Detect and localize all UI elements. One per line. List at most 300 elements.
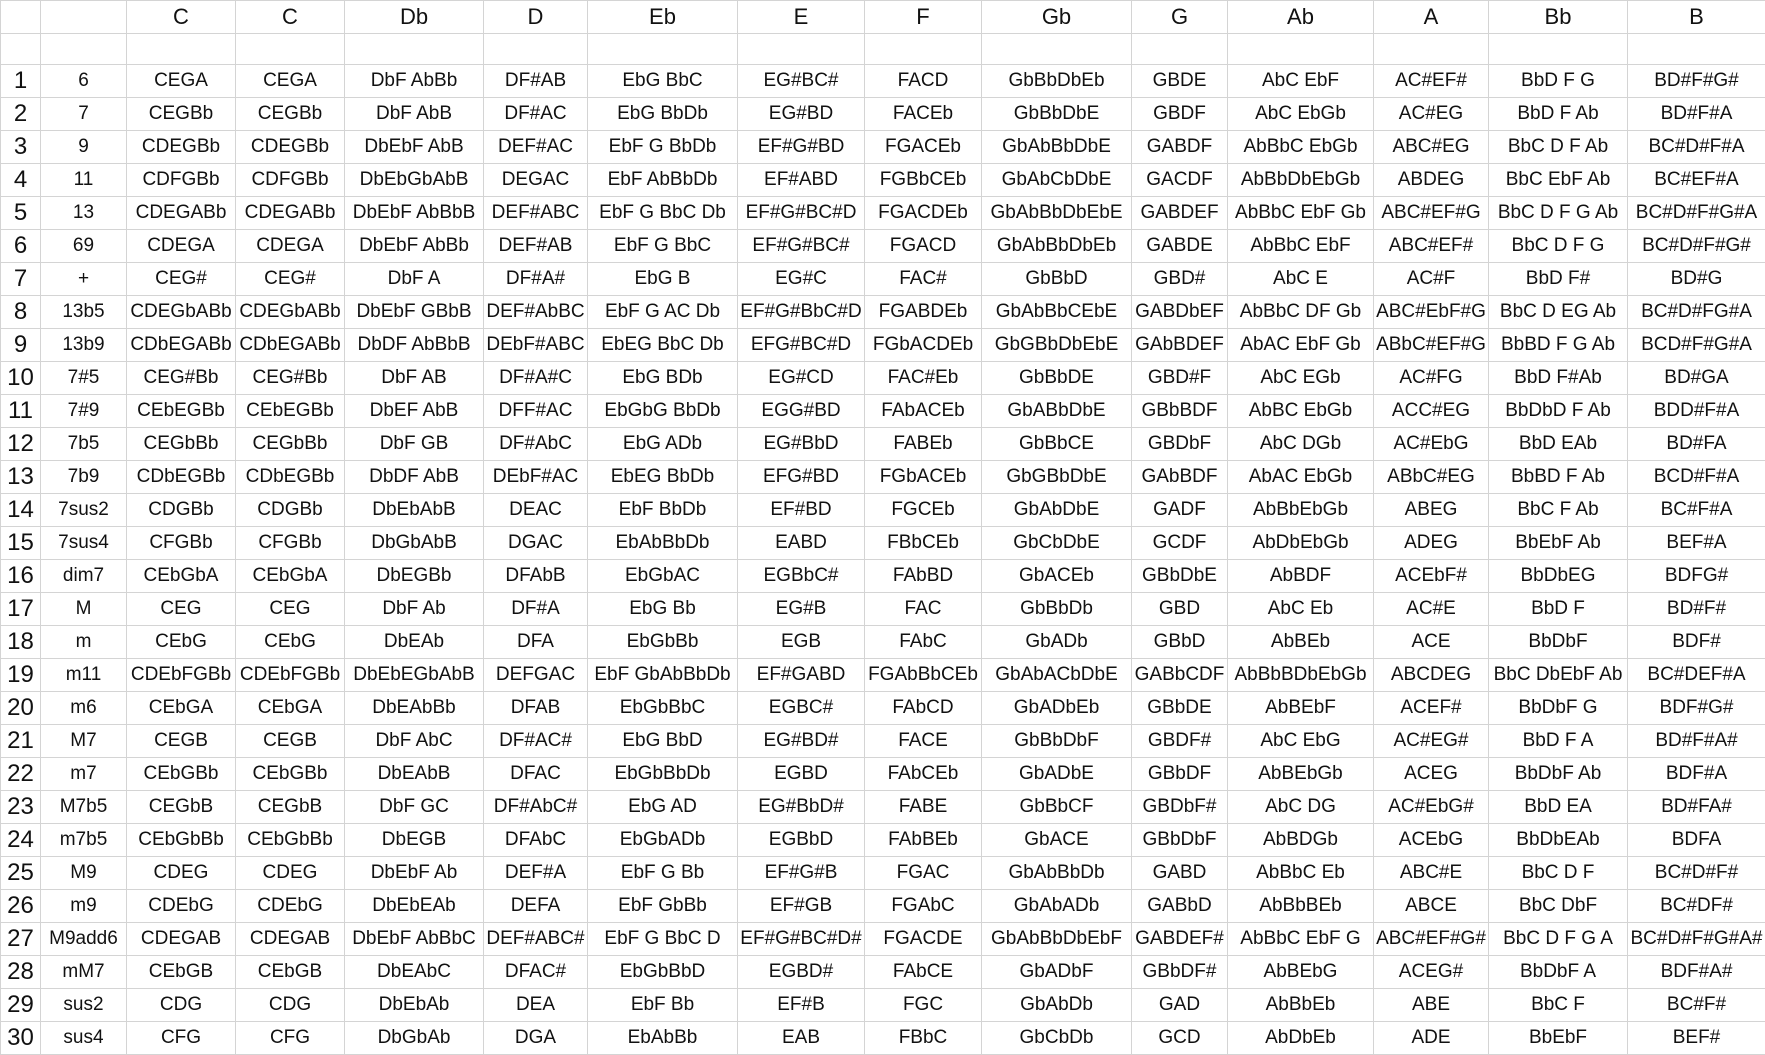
- chord-notes-cell[interactable]: FGACD: [865, 230, 982, 263]
- chord-notes-cell[interactable]: DFA: [484, 626, 588, 659]
- chord-notes-cell[interactable]: AbC EbF: [1228, 65, 1374, 98]
- chord-notes-cell[interactable]: DbF A: [345, 263, 484, 296]
- chord-notes-cell[interactable]: CEGbB: [127, 791, 236, 824]
- chord-notes-cell[interactable]: BbD EA: [1489, 791, 1628, 824]
- chord-notes-cell[interactable]: FAbBEb: [865, 824, 982, 857]
- chord-notes-cell[interactable]: GBbDE: [1132, 692, 1228, 725]
- chord-notes-cell[interactable]: EbF G AC Db: [588, 296, 738, 329]
- chord-notes-cell[interactable]: ABbC#EF#G: [1374, 329, 1489, 362]
- chord-notes-cell[interactable]: FGCEb: [865, 494, 982, 527]
- chord-notes-cell[interactable]: GBD#: [1132, 263, 1228, 296]
- chord-notes-cell[interactable]: AbC Eb: [1228, 593, 1374, 626]
- chord-notes-cell[interactable]: BD#F#: [1628, 593, 1765, 626]
- chord-notes-cell[interactable]: ABC#EF#G#: [1374, 923, 1489, 956]
- chord-notes-cell[interactable]: GbABbDbE: [982, 395, 1132, 428]
- chord-notes-cell[interactable]: GbAbBbDbEb: [982, 230, 1132, 263]
- chord-notes-cell[interactable]: EAB: [738, 1022, 865, 1055]
- chord-notes-cell[interactable]: GbBbDbF: [982, 725, 1132, 758]
- chord-notes-cell[interactable]: BDFG#: [1628, 560, 1765, 593]
- chord-notes-cell[interactable]: EFG#BC#D: [738, 329, 865, 362]
- chord-notes-cell[interactable]: ABCDEG: [1374, 659, 1489, 692]
- row-number-cell[interactable]: 3: [1, 131, 41, 164]
- chord-notes-cell[interactable]: GABDEF#: [1132, 923, 1228, 956]
- column-header-cell[interactable]: Ab: [1228, 1, 1374, 34]
- chord-notes-cell[interactable]: DbDF AbBbB: [345, 329, 484, 362]
- chord-notes-cell[interactable]: EG#BD: [738, 98, 865, 131]
- chord-notes-cell[interactable]: EbG ADb: [588, 428, 738, 461]
- chord-notes-cell[interactable]: GbAbACbDbE: [982, 659, 1132, 692]
- chord-notes-cell[interactable]: AbBbC DF Gb: [1228, 296, 1374, 329]
- empty-cell[interactable]: [1228, 34, 1374, 65]
- chord-notes-cell[interactable]: ACEG#: [1374, 956, 1489, 989]
- chord-notes-cell[interactable]: GABDEF: [1132, 197, 1228, 230]
- chord-notes-cell[interactable]: DbEGBb: [345, 560, 484, 593]
- chord-notes-cell[interactable]: ABCE: [1374, 890, 1489, 923]
- row-number-cell[interactable]: 9: [1, 329, 41, 362]
- chord-notes-cell[interactable]: FABE: [865, 791, 982, 824]
- chord-notes-cell[interactable]: CDbEGABb: [236, 329, 345, 362]
- chord-notes-cell[interactable]: BCD#F#A: [1628, 461, 1765, 494]
- row-number-cell[interactable]: 17: [1, 593, 41, 626]
- chord-notes-cell[interactable]: CEbGA: [127, 692, 236, 725]
- row-number-cell[interactable]: 8: [1, 296, 41, 329]
- chord-notes-cell[interactable]: GbGBbDbE: [982, 461, 1132, 494]
- chord-notes-cell[interactable]: CFGBb: [127, 527, 236, 560]
- chord-notes-cell[interactable]: AbC EbGb: [1228, 98, 1374, 131]
- chord-notes-cell[interactable]: EbGbBb: [588, 626, 738, 659]
- chord-notes-cell[interactable]: AbBbC EbGb: [1228, 131, 1374, 164]
- chord-notes-cell[interactable]: ABEG: [1374, 494, 1489, 527]
- empty-cell[interactable]: [1, 34, 41, 65]
- chord-notes-cell[interactable]: BbD F#Ab: [1489, 362, 1628, 395]
- chord-notes-cell[interactable]: BbEbF: [1489, 1022, 1628, 1055]
- empty-cell[interactable]: [738, 34, 865, 65]
- chord-notes-cell[interactable]: CEbGbA: [236, 560, 345, 593]
- chord-type-cell[interactable]: 13b5: [41, 296, 127, 329]
- chord-notes-cell[interactable]: CDG: [236, 989, 345, 1022]
- chord-notes-cell[interactable]: ABC#E: [1374, 857, 1489, 890]
- chord-notes-cell[interactable]: DF#AbC: [484, 428, 588, 461]
- row-number-cell[interactable]: 5: [1, 197, 41, 230]
- chord-notes-cell[interactable]: CDEGA: [236, 230, 345, 263]
- chord-notes-cell[interactable]: DGAC: [484, 527, 588, 560]
- chord-notes-cell[interactable]: BDF#G#: [1628, 692, 1765, 725]
- chord-notes-cell[interactable]: CDEG: [127, 857, 236, 890]
- column-header-cell[interactable]: Gb: [982, 1, 1132, 34]
- row-number-cell[interactable]: 7: [1, 263, 41, 296]
- chord-notes-cell[interactable]: BC#F#: [1628, 989, 1765, 1022]
- chord-notes-cell[interactable]: AbC DGb: [1228, 428, 1374, 461]
- chord-notes-cell[interactable]: CDG: [127, 989, 236, 1022]
- chord-notes-cell[interactable]: DF#AB: [484, 65, 588, 98]
- chord-notes-cell[interactable]: EbEG BbDb: [588, 461, 738, 494]
- chord-notes-cell[interactable]: CDbEGABb: [127, 329, 236, 362]
- chord-notes-cell[interactable]: GBbDbF: [1132, 824, 1228, 857]
- chord-notes-cell[interactable]: FGBbCEb: [865, 164, 982, 197]
- chord-notes-cell[interactable]: ABDEG: [1374, 164, 1489, 197]
- chord-notes-cell[interactable]: CEG#Bb: [236, 362, 345, 395]
- chord-notes-cell[interactable]: EbG AD: [588, 791, 738, 824]
- chord-notes-cell[interactable]: FAC: [865, 593, 982, 626]
- chord-notes-cell[interactable]: DFAbC: [484, 824, 588, 857]
- chord-notes-cell[interactable]: FGACEb: [865, 131, 982, 164]
- chord-notes-cell[interactable]: AbBEb: [1228, 626, 1374, 659]
- chord-type-cell[interactable]: 13: [41, 197, 127, 230]
- chord-notes-cell[interactable]: EF#G#BC#D#: [738, 923, 865, 956]
- chord-notes-cell[interactable]: BD#GA: [1628, 362, 1765, 395]
- chord-notes-cell[interactable]: GBDbF#: [1132, 791, 1228, 824]
- chord-notes-cell[interactable]: BbC D F Ab: [1489, 131, 1628, 164]
- chord-notes-cell[interactable]: CFGBb: [236, 527, 345, 560]
- row-number-cell[interactable]: 21: [1, 725, 41, 758]
- column-header-cell[interactable]: Bb: [1489, 1, 1628, 34]
- chord-notes-cell[interactable]: EbG BbD: [588, 725, 738, 758]
- chord-notes-cell[interactable]: GbADbF: [982, 956, 1132, 989]
- chord-notes-cell[interactable]: BC#D#FG#A: [1628, 296, 1765, 329]
- chord-notes-cell[interactable]: CDGBb: [127, 494, 236, 527]
- chord-notes-cell[interactable]: GBbDbE: [1132, 560, 1228, 593]
- chord-notes-cell[interactable]: BDF#: [1628, 626, 1765, 659]
- empty-cell[interactable]: [127, 34, 236, 65]
- chord-notes-cell[interactable]: EbGbBbC: [588, 692, 738, 725]
- chord-notes-cell[interactable]: DbGbAbB: [345, 527, 484, 560]
- chord-notes-cell[interactable]: EbF G BbC Db: [588, 197, 738, 230]
- chord-notes-cell[interactable]: CDEbG: [236, 890, 345, 923]
- chord-notes-cell[interactable]: GbAbBbDbE: [982, 131, 1132, 164]
- chord-notes-cell[interactable]: AbBEbGb: [1228, 758, 1374, 791]
- chord-notes-cell[interactable]: GbAbDbE: [982, 494, 1132, 527]
- chord-notes-cell[interactable]: DbEbEGbAbB: [345, 659, 484, 692]
- chord-notes-cell[interactable]: DbEAbB: [345, 758, 484, 791]
- empty-cell[interactable]: [236, 34, 345, 65]
- chord-notes-cell[interactable]: BbDbF Ab: [1489, 758, 1628, 791]
- chord-notes-cell[interactable]: AbBbC Eb: [1228, 857, 1374, 890]
- row-number-cell[interactable]: 15: [1, 527, 41, 560]
- chord-notes-cell[interactable]: CEbG: [236, 626, 345, 659]
- chord-notes-cell[interactable]: GbBbD: [982, 263, 1132, 296]
- chord-notes-cell[interactable]: ADEG: [1374, 527, 1489, 560]
- chord-notes-cell[interactable]: ABbC#EG: [1374, 461, 1489, 494]
- chord-notes-cell[interactable]: EG#CD: [738, 362, 865, 395]
- chord-notes-cell[interactable]: BD#FA#: [1628, 791, 1765, 824]
- chord-notes-cell[interactable]: GADF: [1132, 494, 1228, 527]
- chord-notes-cell[interactable]: CEG: [236, 593, 345, 626]
- chord-notes-cell[interactable]: DbEbF AbBbC: [345, 923, 484, 956]
- column-header-cell[interactable]: Db: [345, 1, 484, 34]
- chord-notes-cell[interactable]: BbC D F G Ab: [1489, 197, 1628, 230]
- chord-notes-cell[interactable]: ABC#EbF#G: [1374, 296, 1489, 329]
- chord-notes-cell[interactable]: GABDF: [1132, 131, 1228, 164]
- chord-notes-cell[interactable]: CDEGbABb: [127, 296, 236, 329]
- chord-notes-cell[interactable]: BC#D#F#A: [1628, 131, 1765, 164]
- chord-type-cell[interactable]: mM7: [41, 956, 127, 989]
- chord-notes-cell[interactable]: EGBC#: [738, 692, 865, 725]
- chord-notes-cell[interactable]: CDGBb: [236, 494, 345, 527]
- chord-type-cell[interactable]: M7b5: [41, 791, 127, 824]
- chord-notes-cell[interactable]: CEbGA: [236, 692, 345, 725]
- chord-notes-cell[interactable]: EbGbADb: [588, 824, 738, 857]
- chord-notes-cell[interactable]: DFF#AC: [484, 395, 588, 428]
- chord-type-cell[interactable]: M7: [41, 725, 127, 758]
- chord-notes-cell[interactable]: CDEbFGBb: [127, 659, 236, 692]
- chord-notes-cell[interactable]: DEF#A: [484, 857, 588, 890]
- chord-notes-cell[interactable]: AbC EbG: [1228, 725, 1374, 758]
- chord-notes-cell[interactable]: BCD#F#G#A: [1628, 329, 1765, 362]
- chord-notes-cell[interactable]: EABD: [738, 527, 865, 560]
- chord-notes-cell[interactable]: GbACEb: [982, 560, 1132, 593]
- empty-cell[interactable]: [588, 34, 738, 65]
- chord-notes-cell[interactable]: GAbBDEF: [1132, 329, 1228, 362]
- chord-notes-cell[interactable]: AbDbEb: [1228, 1022, 1374, 1055]
- chord-notes-cell[interactable]: BC#DEF#A: [1628, 659, 1765, 692]
- empty-cell[interactable]: [1132, 34, 1228, 65]
- chord-notes-cell[interactable]: FAbACEb: [865, 395, 982, 428]
- chord-notes-cell[interactable]: EF#G#BC#D: [738, 197, 865, 230]
- row-number-cell[interactable]: 12: [1, 428, 41, 461]
- chord-notes-cell[interactable]: AbBDF: [1228, 560, 1374, 593]
- chord-notes-cell[interactable]: EbGbAC: [588, 560, 738, 593]
- chord-notes-cell[interactable]: BbD F A: [1489, 725, 1628, 758]
- chord-notes-cell[interactable]: AC#EbG#: [1374, 791, 1489, 824]
- chord-notes-cell[interactable]: CEG#: [236, 263, 345, 296]
- chord-notes-cell[interactable]: DbF AB: [345, 362, 484, 395]
- row-number-cell[interactable]: 11: [1, 395, 41, 428]
- chord-notes-cell[interactable]: CEGA: [127, 65, 236, 98]
- chord-notes-cell[interactable]: EF#ABD: [738, 164, 865, 197]
- chord-notes-cell[interactable]: BbDbF: [1489, 626, 1628, 659]
- chord-notes-cell[interactable]: AbDbEbGb: [1228, 527, 1374, 560]
- chord-notes-cell[interactable]: AC#EG#: [1374, 725, 1489, 758]
- chord-notes-cell[interactable]: GbBbDb: [982, 593, 1132, 626]
- chord-notes-cell[interactable]: EbEG BbC Db: [588, 329, 738, 362]
- chord-type-cell[interactable]: 7: [41, 98, 127, 131]
- chord-notes-cell[interactable]: FGACDEb: [865, 197, 982, 230]
- row-number-cell[interactable]: 22: [1, 758, 41, 791]
- chord-notes-cell[interactable]: BbC D F G: [1489, 230, 1628, 263]
- chord-type-cell[interactable]: 7#9: [41, 395, 127, 428]
- chord-notes-cell[interactable]: CEG: [127, 593, 236, 626]
- chord-notes-cell[interactable]: AbAC EbF Gb: [1228, 329, 1374, 362]
- chord-notes-cell[interactable]: GABDE: [1132, 230, 1228, 263]
- row-number-cell[interactable]: 30: [1, 1022, 41, 1055]
- chord-notes-cell[interactable]: ACC#EG: [1374, 395, 1489, 428]
- chord-notes-cell[interactable]: EbF BbDb: [588, 494, 738, 527]
- chord-notes-cell[interactable]: EbF AbBbDb: [588, 164, 738, 197]
- chord-notes-cell[interactable]: BbDbEG: [1489, 560, 1628, 593]
- chord-notes-cell[interactable]: DbEbF AbBb: [345, 230, 484, 263]
- row-number-cell[interactable]: 28: [1, 956, 41, 989]
- chord-notes-cell[interactable]: FGbACDEb: [865, 329, 982, 362]
- chord-notes-cell[interactable]: AbBbEb: [1228, 989, 1374, 1022]
- chord-notes-cell[interactable]: BbC D F: [1489, 857, 1628, 890]
- row-number-cell[interactable]: 10: [1, 362, 41, 395]
- chord-notes-cell[interactable]: FAbCEb: [865, 758, 982, 791]
- chord-notes-cell[interactable]: AC#FG: [1374, 362, 1489, 395]
- chord-notes-cell[interactable]: GBD#F: [1132, 362, 1228, 395]
- chord-type-cell[interactable]: m: [41, 626, 127, 659]
- chord-notes-cell[interactable]: CDbEGBb: [236, 461, 345, 494]
- chord-notes-cell[interactable]: GBDF: [1132, 98, 1228, 131]
- chord-notes-cell[interactable]: GBDE: [1132, 65, 1228, 98]
- chord-notes-cell[interactable]: CDEGBb: [236, 131, 345, 164]
- chord-notes-cell[interactable]: CDEGABb: [127, 197, 236, 230]
- chord-notes-cell[interactable]: AbBbC EbF Gb: [1228, 197, 1374, 230]
- chord-notes-cell[interactable]: BbBD F G Ab: [1489, 329, 1628, 362]
- chord-notes-cell[interactable]: GABbD: [1132, 890, 1228, 923]
- chord-notes-cell[interactable]: CEbGbBb: [127, 824, 236, 857]
- chord-notes-cell[interactable]: GACDF: [1132, 164, 1228, 197]
- row-number-cell[interactable]: 18: [1, 626, 41, 659]
- chord-notes-cell[interactable]: GbBbDbE: [982, 98, 1132, 131]
- chord-notes-cell[interactable]: AbBbBDbEbGb: [1228, 659, 1374, 692]
- row-number-cell[interactable]: 14: [1, 494, 41, 527]
- chord-notes-cell[interactable]: AC#E: [1374, 593, 1489, 626]
- chord-notes-cell[interactable]: BbC F: [1489, 989, 1628, 1022]
- chord-notes-cell[interactable]: DbEAbBb: [345, 692, 484, 725]
- chord-notes-cell[interactable]: EbG BbC: [588, 65, 738, 98]
- chord-notes-cell[interactable]: CEbEGBb: [127, 395, 236, 428]
- chord-notes-cell[interactable]: GBbBDF: [1132, 395, 1228, 428]
- chord-type-cell[interactable]: m6: [41, 692, 127, 725]
- chord-notes-cell[interactable]: AC#EF#: [1374, 65, 1489, 98]
- chord-notes-cell[interactable]: ACEbF#: [1374, 560, 1489, 593]
- empty-cell[interactable]: [1628, 34, 1765, 65]
- chord-notes-cell[interactable]: CEGA: [236, 65, 345, 98]
- chord-notes-cell[interactable]: BbD EAb: [1489, 428, 1628, 461]
- row-number-cell[interactable]: 27: [1, 923, 41, 956]
- chord-notes-cell[interactable]: ABE: [1374, 989, 1489, 1022]
- chord-notes-cell[interactable]: DFAB: [484, 692, 588, 725]
- chord-notes-cell[interactable]: CEGBb: [236, 98, 345, 131]
- chord-notes-cell[interactable]: GABbCDF: [1132, 659, 1228, 692]
- chord-notes-cell[interactable]: FGABDEb: [865, 296, 982, 329]
- chord-notes-cell[interactable]: BbDbEAb: [1489, 824, 1628, 857]
- chord-notes-cell[interactable]: BD#FA: [1628, 428, 1765, 461]
- chord-notes-cell[interactable]: EbGbG BbDb: [588, 395, 738, 428]
- chord-type-cell[interactable]: 11: [41, 164, 127, 197]
- chord-notes-cell[interactable]: AbC DG: [1228, 791, 1374, 824]
- chord-notes-cell[interactable]: EbF GbBb: [588, 890, 738, 923]
- chord-notes-cell[interactable]: CDEGAB: [236, 923, 345, 956]
- chord-notes-cell[interactable]: FGbACEb: [865, 461, 982, 494]
- chord-notes-cell[interactable]: EG#B: [738, 593, 865, 626]
- chord-notes-cell[interactable]: BbC D F G A: [1489, 923, 1628, 956]
- empty-cell[interactable]: [345, 34, 484, 65]
- column-header-cell[interactable]: B: [1628, 1, 1765, 34]
- chord-notes-cell[interactable]: CDEGbABb: [236, 296, 345, 329]
- chord-notes-cell[interactable]: EF#G#B: [738, 857, 865, 890]
- chord-notes-cell[interactable]: BD#G: [1628, 263, 1765, 296]
- column-header-cell[interactable]: G: [1132, 1, 1228, 34]
- chord-notes-cell[interactable]: EbF Bb: [588, 989, 738, 1022]
- row-number-cell[interactable]: 16: [1, 560, 41, 593]
- chord-notes-cell[interactable]: BDF#A#: [1628, 956, 1765, 989]
- chord-notes-cell[interactable]: ACEbG: [1374, 824, 1489, 857]
- chord-notes-cell[interactable]: CEGbBb: [236, 428, 345, 461]
- chord-notes-cell[interactable]: EbG B: [588, 263, 738, 296]
- chord-notes-cell[interactable]: CDbEGBb: [127, 461, 236, 494]
- empty-cell[interactable]: [865, 34, 982, 65]
- chord-notes-cell[interactable]: GBbDF#: [1132, 956, 1228, 989]
- chord-notes-cell[interactable]: CEG#: [127, 263, 236, 296]
- chord-notes-cell[interactable]: EF#GABD: [738, 659, 865, 692]
- chord-notes-cell[interactable]: CEbGBb: [127, 758, 236, 791]
- row-number-cell[interactable]: 1: [1, 65, 41, 98]
- chord-notes-cell[interactable]: GbAbDb: [982, 989, 1132, 1022]
- chord-type-cell[interactable]: +: [41, 263, 127, 296]
- chord-notes-cell[interactable]: DbF AbB: [345, 98, 484, 131]
- chord-type-cell[interactable]: 7b9: [41, 461, 127, 494]
- chord-notes-cell[interactable]: EG#C: [738, 263, 865, 296]
- chord-notes-cell[interactable]: AbC E: [1228, 263, 1374, 296]
- chord-notes-cell[interactable]: EbG BbDb: [588, 98, 738, 131]
- chord-notes-cell[interactable]: BbD F G: [1489, 65, 1628, 98]
- chord-notes-cell[interactable]: GbCbDb: [982, 1022, 1132, 1055]
- chord-notes-cell[interactable]: AC#F: [1374, 263, 1489, 296]
- chord-notes-cell[interactable]: GBDbF: [1132, 428, 1228, 461]
- chord-notes-cell[interactable]: BbDbD F Ab: [1489, 395, 1628, 428]
- empty-cell[interactable]: [1374, 34, 1489, 65]
- chord-notes-cell[interactable]: GbADbEb: [982, 692, 1132, 725]
- chord-type-cell[interactable]: M: [41, 593, 127, 626]
- chord-notes-cell[interactable]: CDEGA: [127, 230, 236, 263]
- chord-notes-cell[interactable]: FABEb: [865, 428, 982, 461]
- chord-notes-cell[interactable]: DF#A#: [484, 263, 588, 296]
- chord-type-cell[interactable]: m7b5: [41, 824, 127, 857]
- chord-notes-cell[interactable]: GbAbADb: [982, 890, 1132, 923]
- chord-type-cell[interactable]: 9: [41, 131, 127, 164]
- chord-notes-cell[interactable]: EF#B: [738, 989, 865, 1022]
- chord-notes-cell[interactable]: DEAC: [484, 494, 588, 527]
- row-number-cell[interactable]: 24: [1, 824, 41, 857]
- chord-notes-cell[interactable]: ABC#EF#G: [1374, 197, 1489, 230]
- chord-notes-cell[interactable]: FAbCD: [865, 692, 982, 725]
- chord-notes-cell[interactable]: DbF Ab: [345, 593, 484, 626]
- chord-type-cell[interactable]: M9add6: [41, 923, 127, 956]
- chord-notes-cell[interactable]: GbAbCbDbE: [982, 164, 1132, 197]
- chord-notes-cell[interactable]: CEGB: [127, 725, 236, 758]
- chord-notes-cell[interactable]: CFG: [236, 1022, 345, 1055]
- chord-notes-cell[interactable]: GAD: [1132, 989, 1228, 1022]
- chord-notes-cell[interactable]: DF#AC: [484, 98, 588, 131]
- row-number-cell[interactable]: 2: [1, 98, 41, 131]
- chord-type-cell[interactable]: 7b5: [41, 428, 127, 461]
- chord-notes-cell[interactable]: AbBbDbEbGb: [1228, 164, 1374, 197]
- chord-notes-cell[interactable]: FAC#: [865, 263, 982, 296]
- chord-notes-cell[interactable]: DbEbF Ab: [345, 857, 484, 890]
- chord-notes-cell[interactable]: EGB: [738, 626, 865, 659]
- chord-notes-cell[interactable]: BDF#A: [1628, 758, 1765, 791]
- chord-type-cell[interactable]: m11: [41, 659, 127, 692]
- chord-type-cell[interactable]: sus2: [41, 989, 127, 1022]
- chord-notes-cell[interactable]: FBbCEb: [865, 527, 982, 560]
- row-number-cell[interactable]: 26: [1, 890, 41, 923]
- chord-notes-cell[interactable]: AbBEbG: [1228, 956, 1374, 989]
- chord-notes-cell[interactable]: BDFA: [1628, 824, 1765, 857]
- chord-notes-cell[interactable]: BbD F#: [1489, 263, 1628, 296]
- chord-notes-cell[interactable]: GbAbBbDb: [982, 857, 1132, 890]
- chord-notes-cell[interactable]: CEGbB: [236, 791, 345, 824]
- column-header-cell[interactable]: C: [236, 1, 345, 34]
- chord-notes-cell[interactable]: ABC#EG: [1374, 131, 1489, 164]
- chord-notes-cell[interactable]: FGACDE: [865, 923, 982, 956]
- chord-type-cell[interactable]: sus4: [41, 1022, 127, 1055]
- chord-notes-cell[interactable]: GABDbEF: [1132, 296, 1228, 329]
- chord-notes-cell[interactable]: BEF#: [1628, 1022, 1765, 1055]
- chord-notes-cell[interactable]: GbAbBbCEbE: [982, 296, 1132, 329]
- chord-notes-cell[interactable]: AC#EG: [1374, 98, 1489, 131]
- chord-notes-cell[interactable]: BbC EbF Ab: [1489, 164, 1628, 197]
